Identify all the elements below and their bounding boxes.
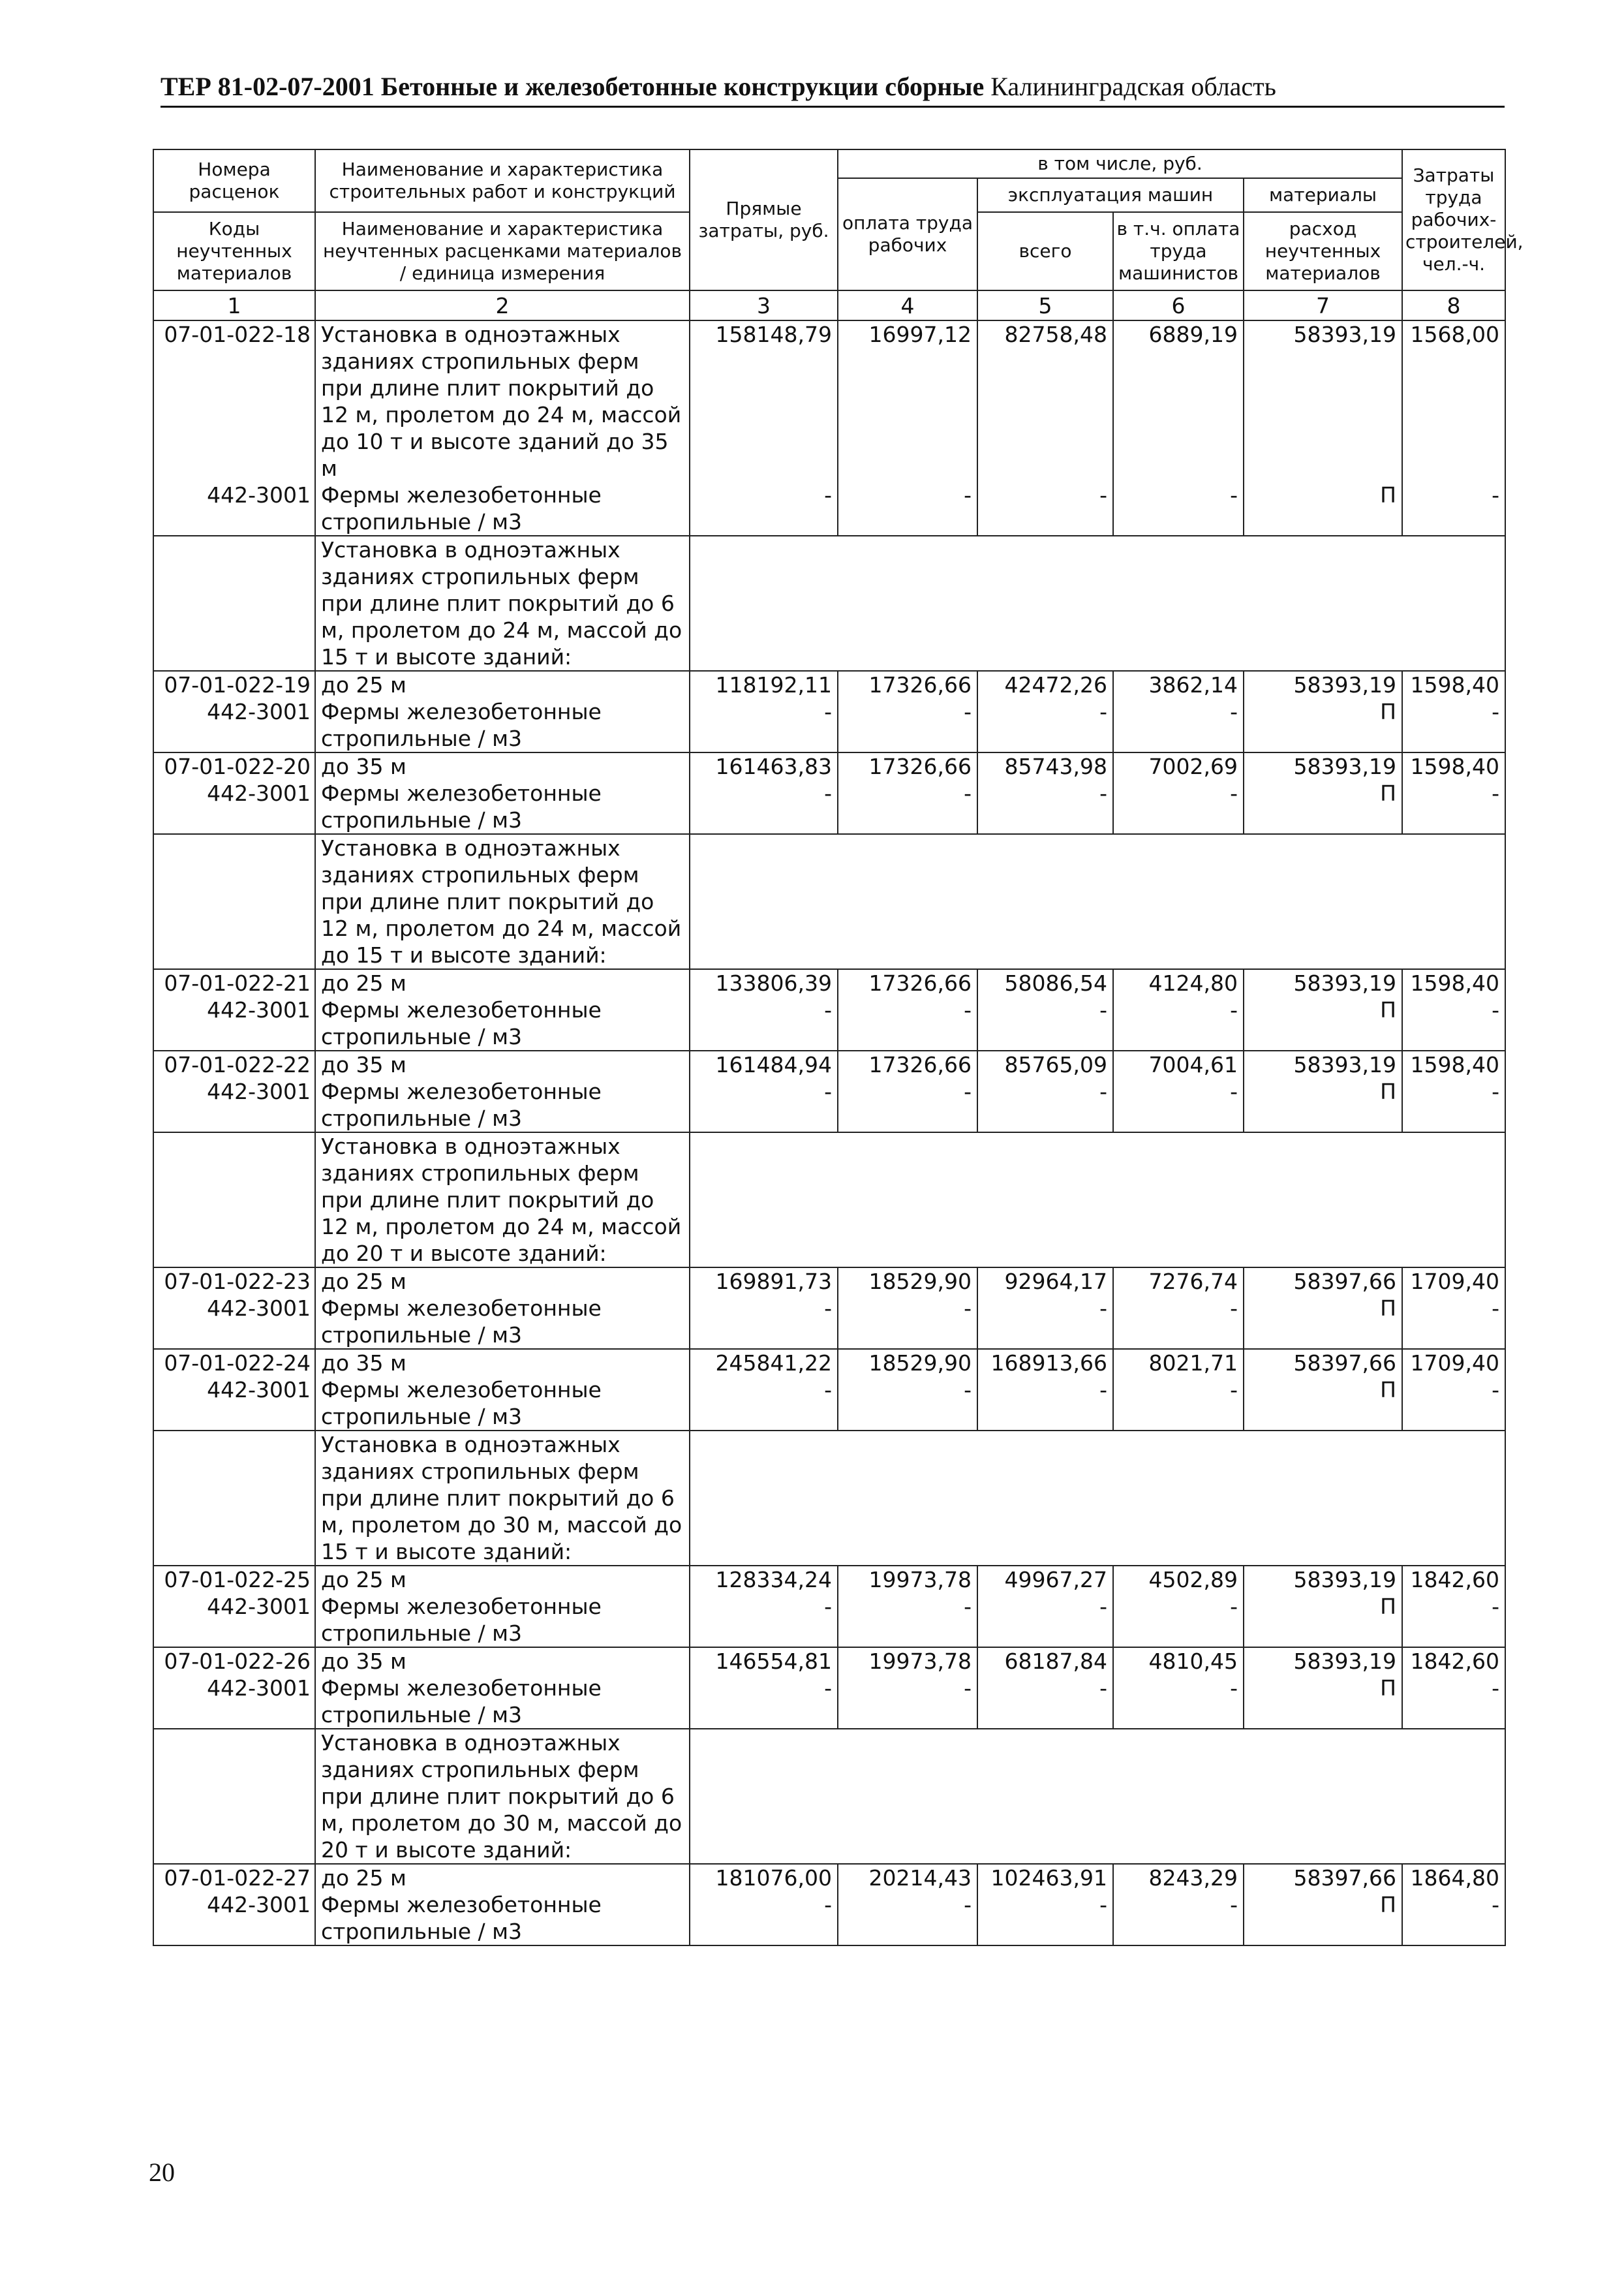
material-dash: - — [1402, 1078, 1505, 1132]
material-unaccounted-mark: П — [1244, 482, 1402, 536]
material-dash: - — [1113, 1891, 1244, 1945]
rate-name: до 35 м — [315, 752, 690, 780]
material-dash: - — [838, 1376, 977, 1431]
labor-hours: 1842,60 — [1402, 1647, 1505, 1675]
material-dash: - — [1402, 1675, 1505, 1729]
header-material-names: Наименование и характеристика неучтенных расценками материалов / единица измерения — [315, 212, 690, 290]
material-dash: - — [838, 1593, 977, 1647]
material-row — [153, 1078, 1505, 1132]
header-direct-costs: Прямые затраты, руб. — [690, 149, 838, 290]
operators-pay: 8243,29 — [1113, 1864, 1244, 1891]
material-dash: - — [1113, 997, 1244, 1051]
header-material-codes: Коды неучтенных материалов — [153, 212, 315, 290]
material-name: Фермы железобетонные стропильные / м3 — [315, 1078, 690, 1132]
header-including: в том числе, руб. — [838, 149, 1402, 178]
material-dash: - — [838, 1295, 977, 1349]
machines-total: 168913,66 — [977, 1349, 1113, 1376]
group-heading: Установка в одноэтажных зданиях стропильных ферм при длине плит покрытий до 6 м, пролетом до 24 м, массой до 15 т и высоте зданий: — [315, 536, 690, 671]
material-dash: - — [690, 1891, 838, 1945]
material-dash: - — [690, 1675, 838, 1729]
material-unaccounted-mark: П — [1244, 1376, 1402, 1431]
materials-cost: 58393,19 — [1244, 671, 1402, 698]
material-dash: - — [1402, 997, 1505, 1051]
materials-cost: 58393,19 — [1244, 1647, 1402, 1675]
column-number: 6 — [1113, 290, 1244, 320]
material-unaccounted-mark: П — [1244, 780, 1402, 834]
direct-costs: 169891,73 — [690, 1267, 838, 1295]
material-code: 442-3001 — [153, 1295, 315, 1349]
rate-row — [153, 1647, 1505, 1675]
rate-name: до 25 м — [315, 969, 690, 997]
material-dash: - — [838, 482, 977, 536]
header-materials: материалы — [1244, 178, 1402, 212]
labor-hours: 1864,80 — [1402, 1864, 1505, 1891]
operators-pay: 4124,80 — [1113, 969, 1244, 997]
direct-costs: 158148,79 — [690, 320, 838, 482]
header-material-consumption: расход неучтенных материалов — [1244, 212, 1402, 290]
rate-code: 07-01-022-21 — [153, 969, 315, 997]
labor-pay: 18529,90 — [838, 1349, 977, 1376]
labor-hours: 1598,40 — [1402, 671, 1505, 698]
materials-cost: 58393,19 — [1244, 752, 1402, 780]
machines-total: 42472,26 — [977, 671, 1113, 698]
materials-cost: 58393,19 — [1244, 969, 1402, 997]
direct-costs: 133806,39 — [690, 969, 838, 997]
material-row — [153, 1891, 1505, 1945]
rate-row — [153, 752, 1505, 780]
material-dash: - — [977, 1593, 1113, 1647]
rate-code: 07-01-022-18 — [153, 320, 315, 482]
material-unaccounted-mark: П — [1244, 1891, 1402, 1945]
material-code: 442-3001 — [153, 1376, 315, 1431]
rate-row — [153, 1267, 1505, 1295]
material-dash: - — [1402, 1295, 1505, 1349]
materials-cost: 58393,19 — [1244, 1566, 1402, 1593]
empty-cell — [690, 1729, 1505, 1864]
material-dash: - — [1402, 1376, 1505, 1431]
header-machine-operation: эксплуатация машин — [977, 178, 1244, 212]
material-row — [153, 1675, 1505, 1729]
material-dash: - — [838, 1675, 977, 1729]
material-dash: - — [977, 1675, 1113, 1729]
direct-costs: 181076,00 — [690, 1864, 838, 1891]
material-dash: - — [977, 1078, 1113, 1132]
material-name: Фермы железобетонные стропильные / м3 — [315, 1376, 690, 1431]
material-dash: - — [1113, 1675, 1244, 1729]
rate-row — [153, 1864, 1505, 1891]
material-dash: - — [1113, 1078, 1244, 1132]
materials-cost: 58393,19 — [1244, 320, 1402, 482]
material-code: 442-3001 — [153, 1891, 315, 1945]
material-dash: - — [690, 1376, 838, 1431]
labor-pay: 19973,78 — [838, 1647, 977, 1675]
labor-hours: 1709,40 — [1402, 1349, 1505, 1376]
material-dash: - — [1402, 1891, 1505, 1945]
materials-cost: 58397,66 — [1244, 1864, 1402, 1891]
rate-code: 07-01-022-26 — [153, 1647, 315, 1675]
material-dash: - — [690, 780, 838, 834]
rate-row — [153, 671, 1505, 698]
page-title — [161, 70, 1505, 103]
direct-costs: 128334,24 — [690, 1566, 838, 1593]
operators-pay: 7002,69 — [1113, 752, 1244, 780]
group-heading-row — [153, 834, 1505, 969]
material-dash: - — [690, 698, 838, 752]
header-labor-hours: Затраты труда рабочих-строителей, чел.-ч. — [1402, 149, 1505, 290]
empty-cell — [690, 536, 1505, 671]
rate-row — [153, 320, 1505, 482]
material-name: Фермы железобетонные стропильные / м3 — [315, 1675, 690, 1729]
material-dash: - — [1113, 1295, 1244, 1349]
material-name: Фермы железобетонные стропильные / м3 — [315, 698, 690, 752]
material-dash: - — [1113, 698, 1244, 752]
empty-cell — [690, 834, 1505, 969]
rate-name: до 35 м — [315, 1647, 690, 1675]
material-name: Фермы железобетонные стропильные / м3 — [315, 780, 690, 834]
rate-code: 07-01-022-23 — [153, 1267, 315, 1295]
material-dash: - — [977, 1376, 1113, 1431]
group-heading-spacer — [153, 1431, 315, 1566]
labor-pay: 17326,66 — [838, 969, 977, 997]
operators-pay: 6889,19 — [1113, 320, 1244, 482]
material-row — [153, 780, 1505, 834]
material-dash: - — [1402, 1593, 1505, 1647]
machines-total: 85765,09 — [977, 1051, 1113, 1078]
column-number: 5 — [977, 290, 1113, 320]
material-row — [153, 1295, 1505, 1349]
machines-total: 82758,48 — [977, 320, 1113, 482]
materials-cost: 58397,66 — [1244, 1267, 1402, 1295]
machines-total: 92964,17 — [977, 1267, 1113, 1295]
materials-cost: 58397,66 — [1244, 1349, 1402, 1376]
material-dash: - — [838, 780, 977, 834]
labor-pay: 17326,66 — [838, 1051, 977, 1078]
material-name: Фермы железобетонные стропильные / м3 — [315, 997, 690, 1051]
machines-total: 68187,84 — [977, 1647, 1113, 1675]
operators-pay: 7004,61 — [1113, 1051, 1244, 1078]
material-code: 442-3001 — [153, 1078, 315, 1132]
group-heading-spacer — [153, 1132, 315, 1267]
group-heading-spacer — [153, 834, 315, 969]
machines-total: 58086,54 — [977, 969, 1113, 997]
material-dash: - — [690, 1295, 838, 1349]
material-name: Фермы железобетонные стропильные / м3 — [315, 1593, 690, 1647]
operators-pay: 8021,71 — [1113, 1349, 1244, 1376]
direct-costs: 161463,83 — [690, 752, 838, 780]
direct-costs: 245841,22 — [690, 1349, 838, 1376]
column-number: 1 — [153, 290, 315, 320]
rate-name: до 25 м — [315, 1566, 690, 1593]
rate-row — [153, 969, 1505, 997]
group-heading: Установка в одноэтажных зданиях стропильных ферм при длине плит покрытий до 12 м, пролетом до 24 м, массой до 20 т и высоте зданий: — [315, 1132, 690, 1267]
operators-pay: 3862,14 — [1113, 671, 1244, 698]
header-machines-total: всего — [977, 212, 1113, 290]
material-row — [153, 997, 1505, 1051]
labor-pay: 16997,12 — [838, 320, 977, 482]
material-dash: - — [1113, 1593, 1244, 1647]
material-row — [153, 698, 1505, 752]
rate-row — [153, 1051, 1505, 1078]
material-dash: - — [1113, 780, 1244, 834]
material-unaccounted-mark: П — [1244, 997, 1402, 1051]
column-number: 4 — [838, 290, 977, 320]
labor-hours: 1842,60 — [1402, 1566, 1505, 1593]
direct-costs: 146554,81 — [690, 1647, 838, 1675]
rate-row — [153, 1349, 1505, 1376]
material-code: 442-3001 — [153, 997, 315, 1051]
material-dash: - — [690, 1593, 838, 1647]
machines-total: 49967,27 — [977, 1566, 1113, 1593]
rate-code: 07-01-022-19 — [153, 671, 315, 698]
rate-name: до 25 м — [315, 671, 690, 698]
material-dash: - — [1402, 780, 1505, 834]
column-number: 7 — [1244, 290, 1402, 320]
header-rate-numbers: Номера расценок — [153, 149, 315, 212]
material-dash: - — [690, 997, 838, 1051]
material-dash: - — [838, 698, 977, 752]
material-dash: - — [838, 997, 977, 1051]
rate-code: 07-01-022-25 — [153, 1566, 315, 1593]
direct-costs: 118192,11 — [690, 671, 838, 698]
material-dash: - — [977, 780, 1113, 834]
labor-pay: 19973,78 — [838, 1566, 977, 1593]
machines-total: 85743,98 — [977, 752, 1113, 780]
material-unaccounted-mark: П — [1244, 1675, 1402, 1729]
page-title-region: Калининградская область — [990, 72, 1276, 101]
material-unaccounted-mark: П — [1244, 1593, 1402, 1647]
rate-code: 07-01-022-24 — [153, 1349, 315, 1376]
material-dash: - — [1402, 698, 1505, 752]
material-dash: - — [838, 1891, 977, 1945]
material-dash: - — [838, 1078, 977, 1132]
group-heading-spacer — [153, 1729, 315, 1864]
labor-hours: 1598,40 — [1402, 969, 1505, 997]
material-dash: - — [690, 1078, 838, 1132]
rate-code: 07-01-022-20 — [153, 752, 315, 780]
group-heading: Установка в одноэтажных зданиях стропильных ферм при длине плит покрытий до 6 м, пролетом до 30 м, массой до 20 т и высоте зданий: — [315, 1729, 690, 1864]
page-number: 20 — [149, 2158, 175, 2187]
material-row — [153, 482, 1505, 536]
empty-cell — [690, 1431, 1505, 1566]
material-dash: - — [690, 482, 838, 536]
rate-name: до 35 м — [315, 1051, 690, 1078]
group-heading-row — [153, 1729, 1505, 1864]
material-name: Фермы железобетонные стропильные / м3 — [315, 1295, 690, 1349]
machines-total: 102463,91 — [977, 1864, 1113, 1891]
material-row — [153, 1593, 1505, 1647]
labor-hours: 1598,40 — [1402, 1051, 1505, 1078]
labor-hours: 1709,40 — [1402, 1267, 1505, 1295]
header-operators-pay: в т.ч. оплата труда машинистов — [1113, 212, 1244, 290]
rate-code: 07-01-022-27 — [153, 1864, 315, 1891]
page-title-bold: ТЕР 81-02-07-2001 Бетонные и железобетонные конструкции сборные — [161, 72, 985, 101]
rate-code: 07-01-022-22 — [153, 1051, 315, 1078]
header-labor-pay: оплата труда рабочих — [838, 178, 977, 290]
labor-pay: 18529,90 — [838, 1267, 977, 1295]
group-heading-row — [153, 536, 1505, 671]
material-dash: - — [977, 1891, 1113, 1945]
empty-cell — [690, 1132, 1505, 1267]
material-code: 442-3001 — [153, 1593, 315, 1647]
material-dash: - — [1113, 1376, 1244, 1431]
material-dash: - — [1113, 482, 1244, 536]
group-heading-row — [153, 1431, 1505, 1566]
rate-name: Установка в одноэтажных зданиях стропильных ферм при длине плит покрытий до 12 м, пролетом до 24 м, массой до 10 т и высоте зданий до 35 м — [315, 320, 690, 482]
operators-pay: 4502,89 — [1113, 1566, 1244, 1593]
column-number: 2 — [315, 290, 690, 320]
operators-pay: 4810,45 — [1113, 1647, 1244, 1675]
rates-table — [153, 149, 1524, 1946]
column-number: 8 — [1402, 290, 1505, 320]
labor-pay: 20214,43 — [838, 1864, 977, 1891]
material-row — [153, 1376, 1505, 1431]
group-heading-row — [153, 1132, 1505, 1267]
labor-hours: 1568,00 — [1402, 320, 1505, 482]
rate-name: до 25 м — [315, 1864, 690, 1891]
material-unaccounted-mark: П — [1244, 1295, 1402, 1349]
material-name: Фермы железобетонные стропильные / м3 — [315, 1891, 690, 1945]
material-name: Фермы железобетонные стропильные / м3 — [315, 482, 690, 536]
column-number: 3 — [690, 290, 838, 320]
rate-row — [153, 1566, 1505, 1593]
material-dash: - — [977, 1295, 1113, 1349]
material-code: 442-3001 — [153, 780, 315, 834]
operators-pay: 7276,74 — [1113, 1267, 1244, 1295]
material-dash: - — [977, 698, 1113, 752]
direct-costs: 161484,94 — [690, 1051, 838, 1078]
group-heading: Установка в одноэтажных зданиях стропильных ферм при длине плит покрытий до 12 м, пролетом до 24 м, массой до 15 т и высоте зданий: — [315, 834, 690, 969]
material-unaccounted-mark: П — [1244, 698, 1402, 752]
material-dash: - — [977, 997, 1113, 1051]
material-code: 442-3001 — [153, 1675, 315, 1729]
materials-cost: 58393,19 — [1244, 1051, 1402, 1078]
material-unaccounted-mark: П — [1244, 1078, 1402, 1132]
labor-pay: 17326,66 — [838, 752, 977, 780]
header-work-name: Наименование и характеристика строительных работ и конструкций — [315, 149, 690, 212]
material-dash: - — [1402, 482, 1505, 536]
group-heading: Установка в одноэтажных зданиях стропильных ферм при длине плит покрытий до 6 м, пролетом до 30 м, массой до 15 т и высоте зданий: — [315, 1431, 690, 1566]
labor-hours: 1598,40 — [1402, 752, 1505, 780]
material-dash: - — [977, 482, 1113, 536]
material-code: 442-3001 — [153, 482, 315, 536]
title-rule — [161, 106, 1505, 108]
group-heading-spacer — [153, 536, 315, 671]
material-code: 442-3001 — [153, 698, 315, 752]
labor-pay: 17326,66 — [838, 671, 977, 698]
rate-name: до 25 м — [315, 1267, 690, 1295]
rate-name: до 35 м — [315, 1349, 690, 1376]
